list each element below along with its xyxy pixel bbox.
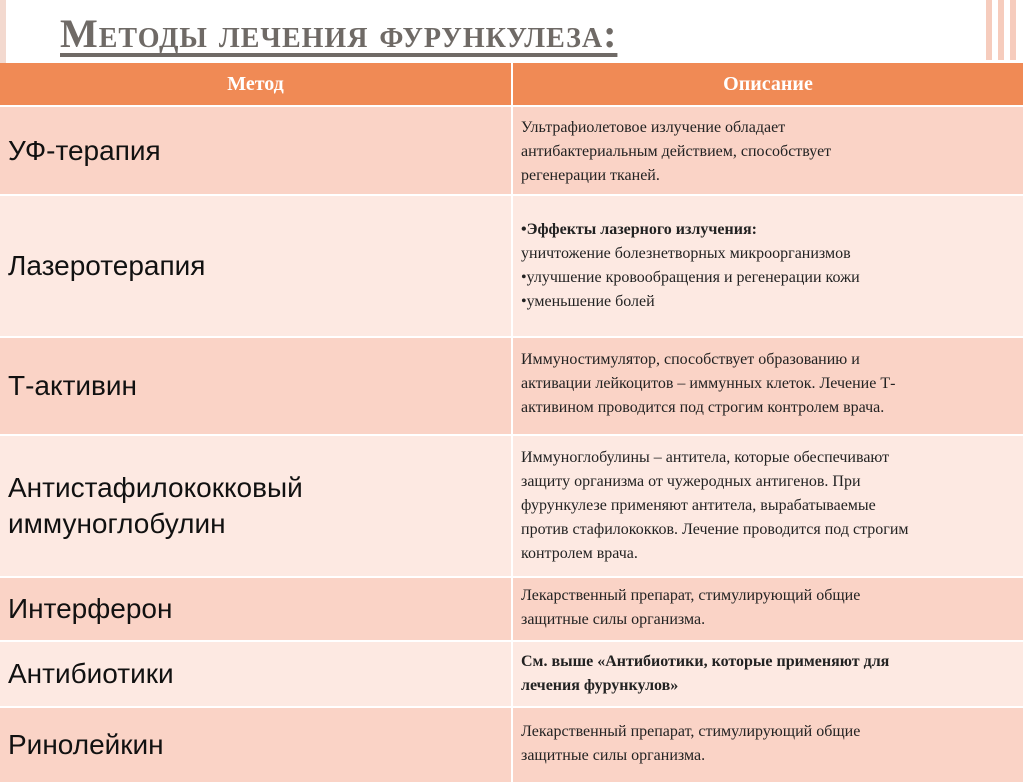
desc-rinoleukin	[513, 708, 1023, 768]
desc-line: регенерации тканей.	[521, 167, 660, 184]
title-area	[60, 8, 964, 60]
table-row	[0, 106, 1024, 195]
method-uv: УФ-терапия	[8, 134, 161, 166]
desc-line: Иммуноглобулины – антитела, которые обеспечивают	[521, 449, 890, 466]
table-row	[0, 577, 1024, 641]
slide-title: Методы лечения фурункулеза:	[60, 11, 618, 56]
desc-line: фурункулезе применяют антитела, вырабатываемые	[521, 497, 876, 514]
desc-line: •уменьшение болей	[521, 293, 655, 310]
method-laser: Лазеротерапия	[8, 250, 206, 281]
desc-line: защитные силы организма.	[521, 611, 706, 628]
table-row	[0, 435, 1024, 577]
table-row	[0, 337, 1024, 435]
desc-laser	[513, 196, 1023, 314]
desc-line: защиту организма от чужеродных антигенов. При	[521, 473, 861, 490]
method-line: Антистафилококковый	[8, 472, 303, 503]
desc-t-activin	[513, 338, 1023, 420]
table-row	[0, 641, 1024, 707]
desc-line: уничтожение болезнетворных микроорганизмов	[521, 245, 851, 262]
desc-immunoglobulin	[513, 436, 1023, 566]
desc-antibiotics	[513, 642, 1023, 698]
desc-line: Иммуностимулятор, способствует образованию и	[521, 351, 860, 368]
desc-line: лечения фурункулов»	[521, 677, 679, 694]
desc-line: активации лейкоцитов – иммунных клеток. Лечение Т-	[521, 375, 896, 392]
table-row	[0, 195, 1024, 337]
desc-line: Лекарственный препарат, стимулирующий общие	[521, 723, 861, 740]
desc-line: См. выше «Антибиотики, которые применяют для	[521, 653, 890, 670]
desc-uv	[513, 107, 1023, 188]
desc-line: •улучшение кровообращения и регенерации кожи	[521, 269, 860, 286]
desc-line: Ультрафиолетовое излучение обладает	[521, 119, 786, 136]
header-description: Описание	[512, 63, 1024, 106]
methods-table	[0, 63, 1024, 782]
desc-line: Лекарственный препарат, стимулирующий общие	[521, 587, 861, 604]
table-header-row	[0, 63, 1024, 106]
desc-line: защитные силы организма.	[521, 747, 706, 764]
method-immunoglobulin	[0, 436, 511, 576]
desc-line: против стафилококков. Лечение проводится под строгим	[521, 521, 909, 538]
header-method: Метод	[0, 63, 512, 106]
desc-line-bold: •Эффекты лазерного излучения:	[521, 221, 757, 238]
desc-line: активином проводится под строгим контролем врача.	[521, 399, 885, 416]
method-t-activin: Т-активин	[8, 370, 138, 401]
method-antibiotics: Антибиотики	[8, 658, 174, 689]
method-line: иммуноглобулин	[8, 508, 226, 539]
desc-line: антибактериальным действием, способствует	[521, 143, 832, 160]
desc-interferon	[513, 578, 1023, 632]
decorative-stripes	[986, 0, 1016, 60]
table-row	[0, 707, 1024, 782]
desc-line: контролем врача.	[521, 545, 638, 562]
method-interferon: Интерферон	[8, 593, 173, 624]
method-rinoleukin: Ринолейкин	[8, 729, 164, 760]
